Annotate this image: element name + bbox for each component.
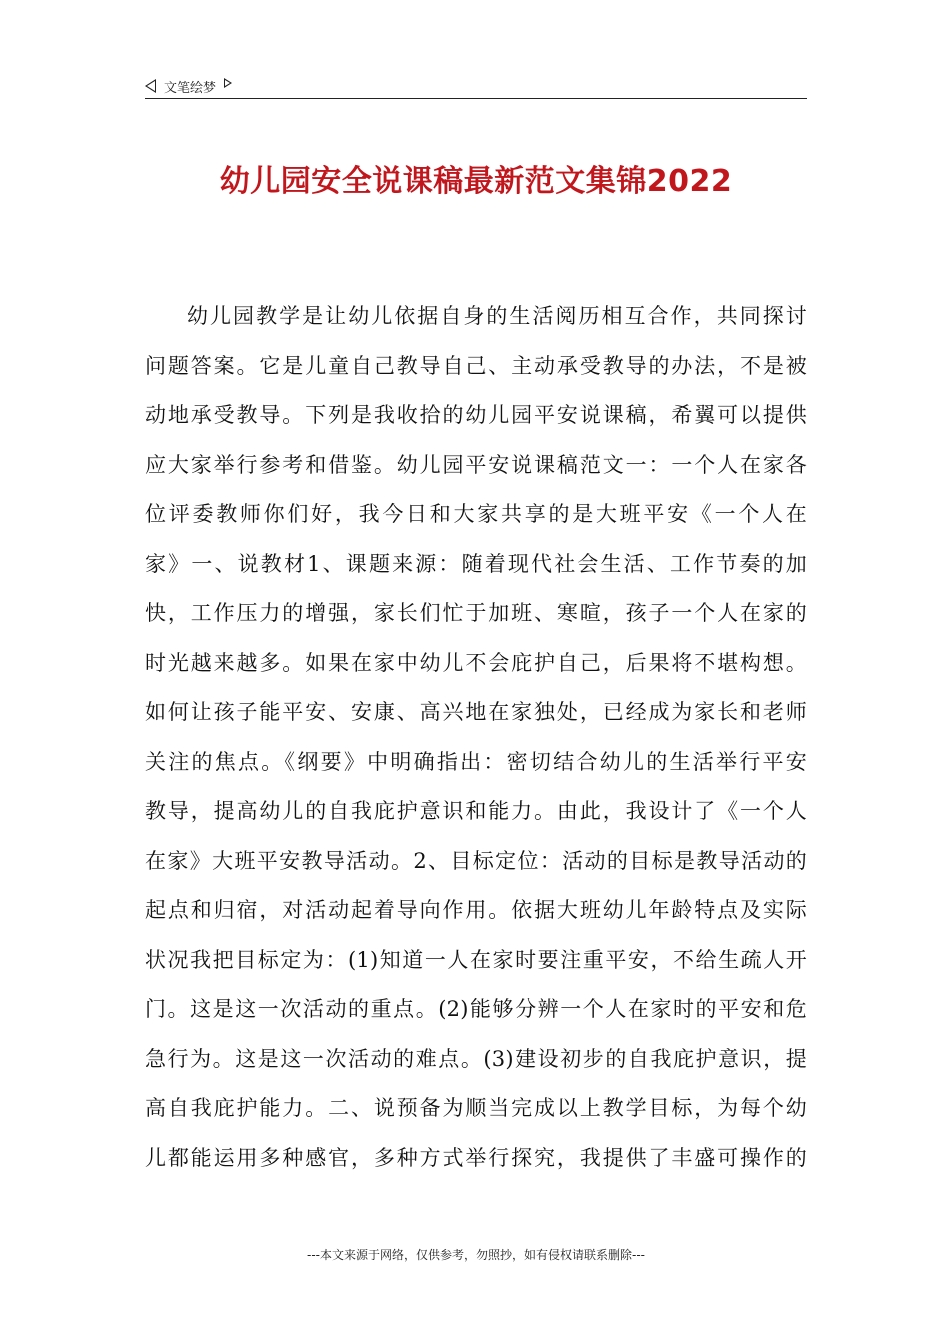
header-divider — [145, 98, 807, 99]
triangle-left-icon — [145, 79, 156, 93]
body-line: 动地承受教导。下列是我收拾的幼儿园平安说课稿，希翼可以提供 — [145, 403, 807, 427]
body-line: 幼儿园教学是让幼儿依据自身的生活阅历相互合作，共同探讨 — [187, 304, 807, 328]
body-line: 快，工作压力的增强，家长们忙于加班、寒暄，孩子一个人在家的 — [145, 601, 807, 625]
body-line: 高自我庇护能力。二、说预备为顺当完成以上教学目标，为每个幼 — [145, 1096, 807, 1120]
body-line: 家》一、说教材1、课题来源：随着现代社会生活、工作节奏的加 — [145, 551, 807, 576]
body-line: 状况我把目标定为：(1)知道一人在家时要注重平安，不给生疏人开 — [145, 947, 807, 972]
page-header — [145, 74, 807, 98]
page-footer-disclaimer: ---本文来源于网络，仅供参考，勿照抄，如有侵权请联系删除--- — [307, 1248, 645, 1262]
body-line: 应大家举行参考和借鉴。幼儿园平安说课稿范文一：一个人在家各 — [145, 452, 807, 477]
document-title: 幼儿园安全说课稿最新范文集锦2022 — [219, 164, 733, 199]
body-line: 在家》大班平安教导活动。2、目标定位：活动的目标是教导活动的 — [145, 848, 807, 873]
body-line: 关注的焦点。《纲要》中明确指出：密切结合幼儿的生活举行平安 — [145, 749, 807, 774]
body-line: 问题答案。它是儿童自己教导自己、主动承受教导的办法，不是被 — [145, 353, 807, 378]
body-line: 位评委教师你们好，我今日和大家共享的是大班平安《一个人在 — [145, 502, 807, 526]
body-line: 门。这是这一次活动的重点。(2)能够分辨一个人在家时的平安和危 — [145, 997, 807, 1021]
body-line: 时光越来越多。如果在家中幼儿不会庇护自己，后果将不堪构想。 — [145, 650, 807, 675]
document-body — [145, 292, 807, 1183]
body-line: 急行为。这是这一次活动的难点。(3)建设初步的自我庇护意识，提 — [145, 1046, 807, 1071]
body-line: 教导，提高幼儿的自我庇护意识和能力。由此，我设计了《一个人 — [145, 799, 807, 823]
body-line: 起点和归宿，对活动起着导向作用。依据大班幼儿年龄特点及实际 — [145, 898, 807, 922]
body-line: 如何让孩子能平安、安康、高兴地在家独处，已经成为家长和老师 — [145, 700, 807, 724]
header-brand: 文笔绘梦 — [164, 80, 217, 96]
triangle-right-icon — [224, 78, 232, 88]
body-line: 儿都能运用多种感官，多种方式举行探究，我提供了丰盛可操作的 — [145, 1145, 807, 1170]
